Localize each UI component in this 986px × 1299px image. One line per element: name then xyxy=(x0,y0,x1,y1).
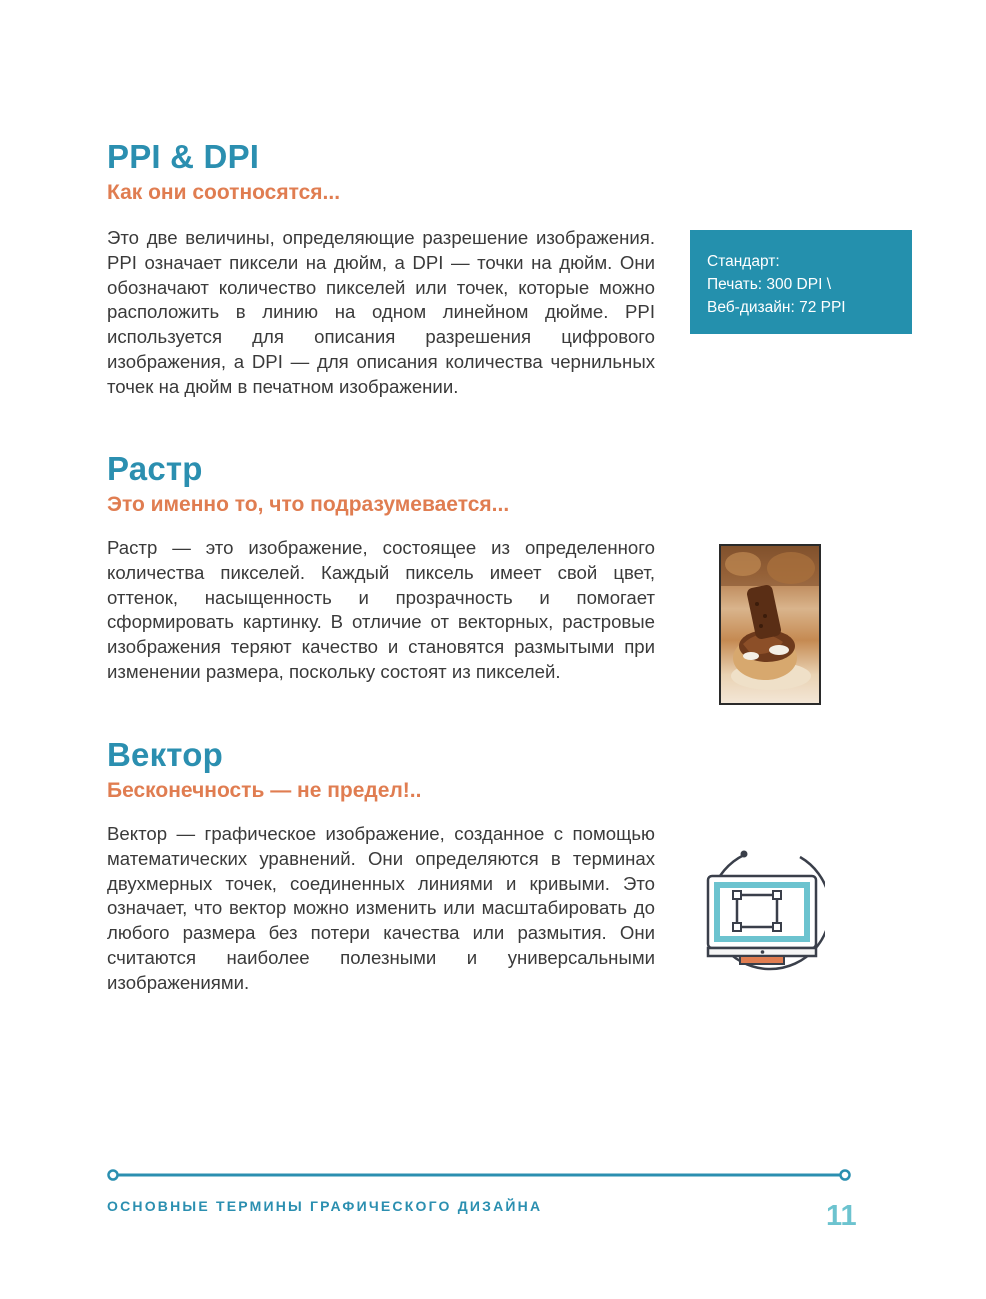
section-vector xyxy=(107,736,655,993)
callout-line-2: Печать: 300 DPI \ xyxy=(707,276,832,293)
monitor-vector-icon xyxy=(700,848,825,973)
raster-subtitle: Это именно то, что подразумевается... xyxy=(107,493,510,516)
section-raster xyxy=(107,450,655,682)
dessert-photo-illustration xyxy=(721,546,819,703)
ppi-body: Это две величины, определяющие разрешение изображения. PPI означает пиксели на дюйм, а DPI — точки на дюйм. Они обозначают количество пикселей или точек, которые можно расположить в линию на одном линейном дюйме. PPI используется для описания разрешения цифрового изображения, а DPI — для описания количества чернильных точек на дюйм в печатном изображении. xyxy=(107,227,655,397)
callout-line-3: Веб-дизайн: 72 PPI xyxy=(707,299,846,316)
raster-photo xyxy=(719,544,821,705)
section-ppi-dpi xyxy=(107,138,655,397)
callout-line-1: Стандарт: xyxy=(707,253,780,270)
ppi-subtitle: Как они соотносятся... xyxy=(107,181,341,204)
footer-divider xyxy=(106,1168,852,1182)
vector-subtitle: Бесконечность — не предел!.. xyxy=(107,779,422,802)
ppi-title: PPI & DPI xyxy=(107,138,260,175)
vector-title: Вектор xyxy=(107,736,223,773)
footer-title: ОСНОВНЫЕ ТЕРМИНЫ ГРАФИЧЕСКОГО ДИЗАЙНА xyxy=(107,1198,543,1214)
page-number: 11 xyxy=(826,1200,857,1232)
raster-body: Растр — это изображение, состоящее из определенного количества пикселей. Каждый пиксель имеет свой цвет, оттенок, насыщенность и прозрачность и помогает сформировать картинку. В отличие от векторных, растровые изображения теряют качество и становятся размытыми при изменении размера, поскольку состоят из пикселей. xyxy=(107,537,655,682)
raster-title: Растр xyxy=(107,450,203,487)
vector-body: Вектор — графическое изображение, созданное с помощью математических уравнений. Они определяются в терминах двухмерных точек, соединенных линиями и кривыми. Это означает, что вектор можно изменить или масштабировать до любого размера без потери качества или размытия. Они считаются наиболее полезными и универсальными изображениями. xyxy=(107,823,655,993)
standard-callout xyxy=(690,230,912,334)
